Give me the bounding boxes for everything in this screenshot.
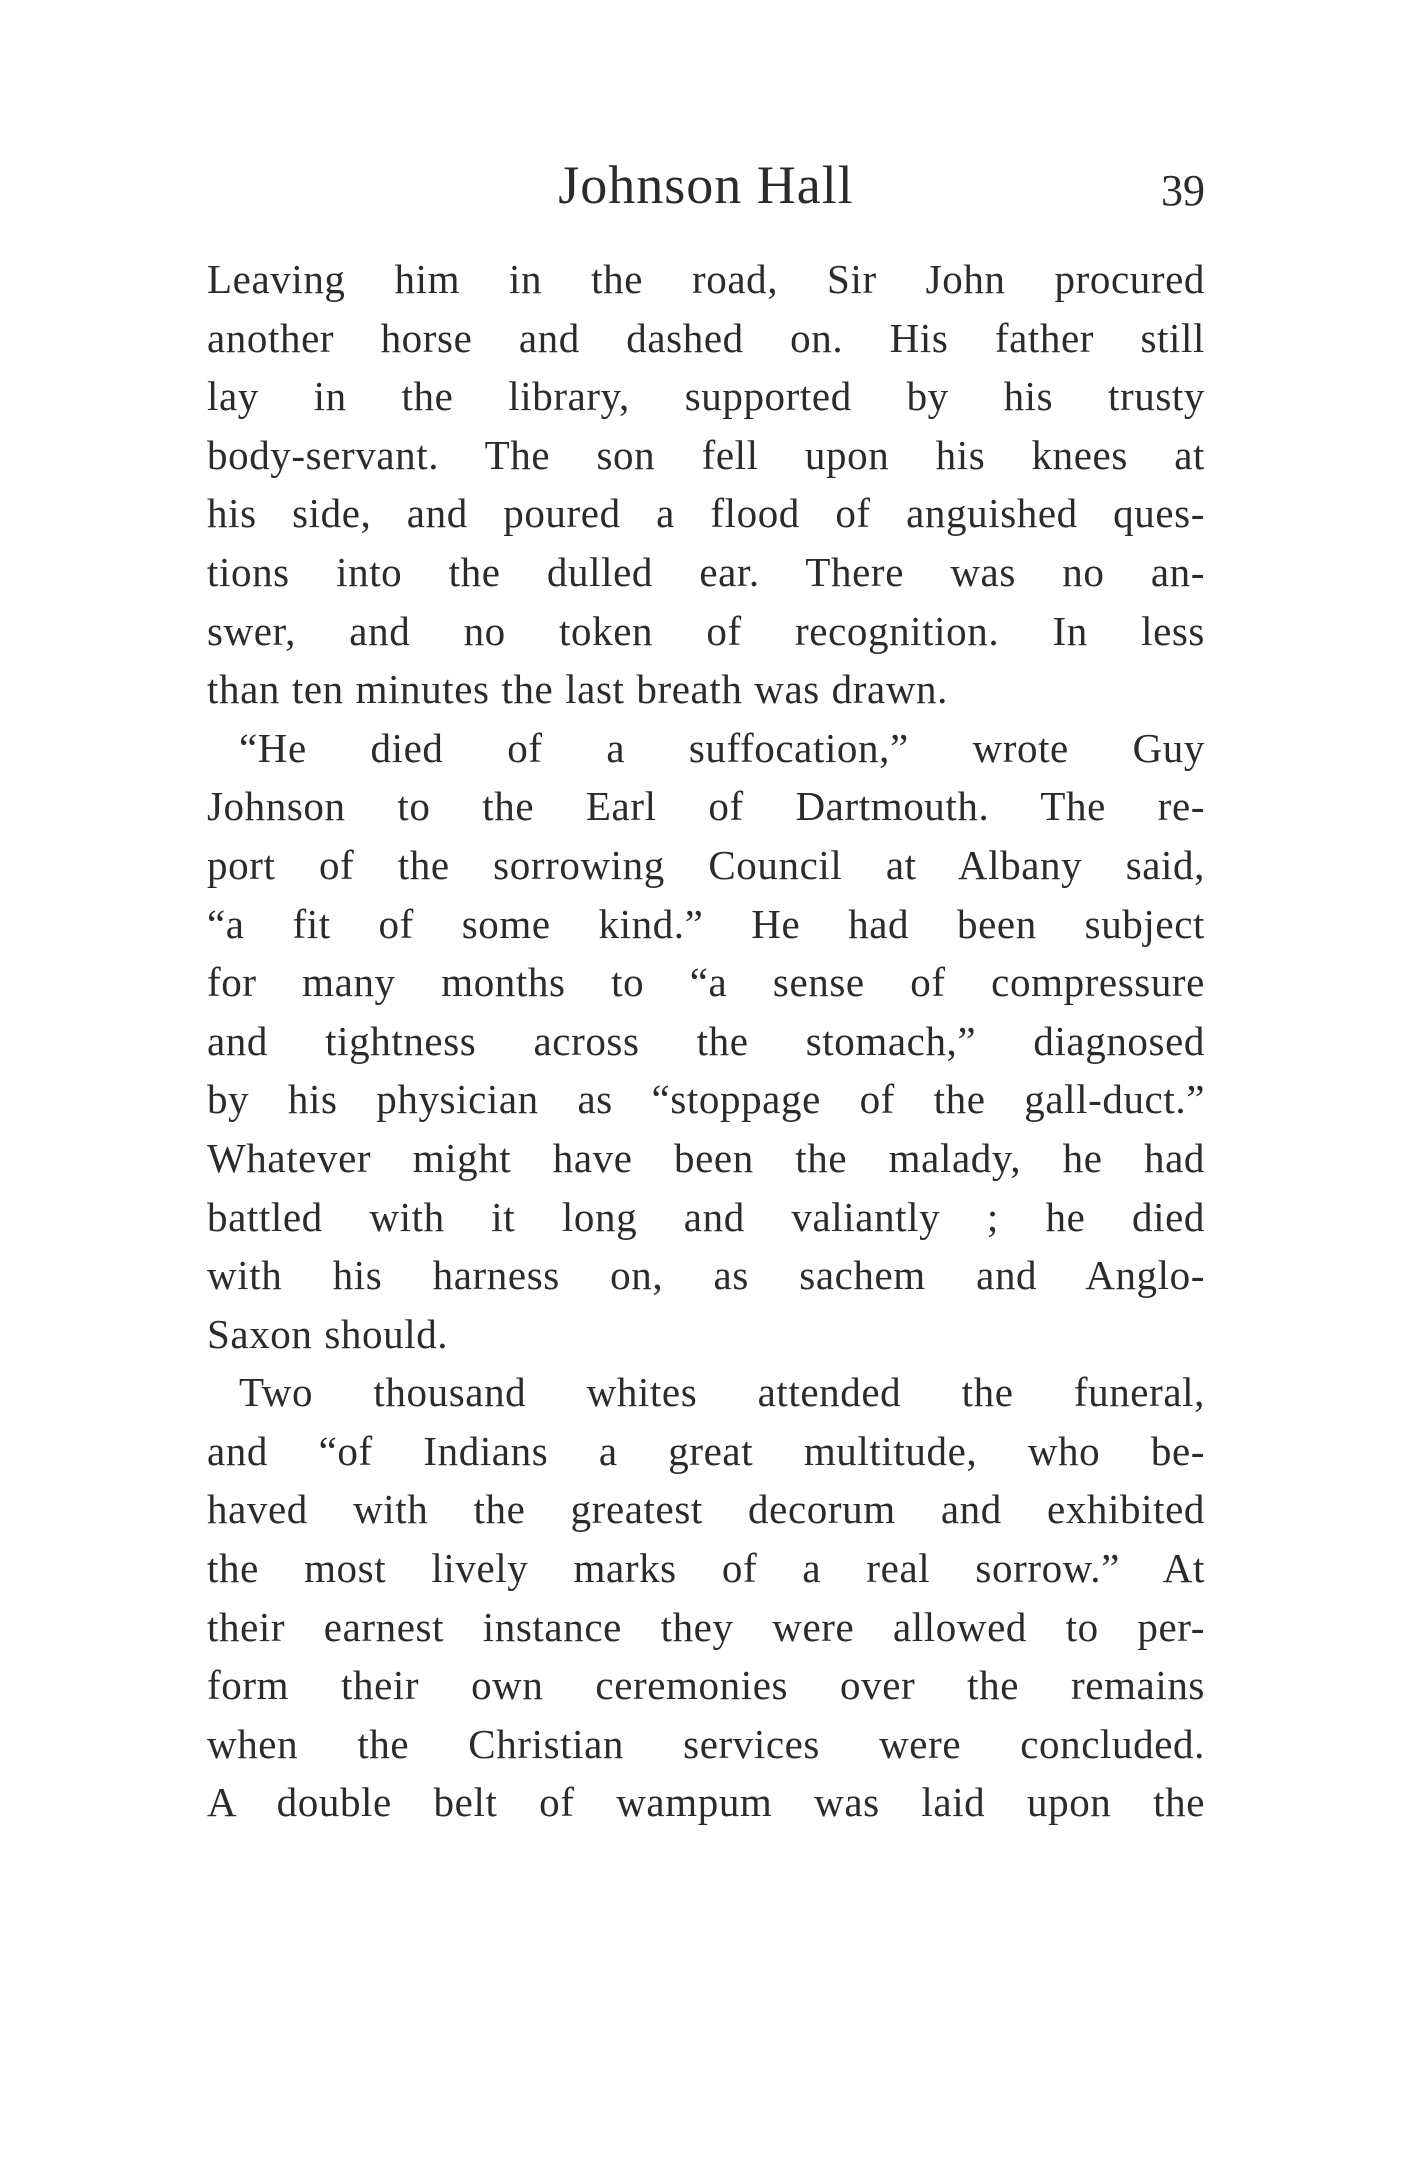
text-line: battled with it long and valiantly ; he died (207, 1193, 1205, 1240)
text-line: Leaving him in the road, Sir John procured (207, 256, 1205, 302)
text-line: by his physician as “stoppage of the gall-duct.” (207, 1076, 1205, 1123)
text-line: swer, and no token of recognition. In less (207, 607, 1205, 654)
body-text (207, 250, 1205, 1832)
text-line: their earnest instance they were allowed to per- (207, 1603, 1205, 1650)
text-line: tions into the dulled ear. There was no an- (207, 548, 1205, 595)
text-line: haved with the greatest decorum and exhibited (207, 1486, 1205, 1533)
text-line: “a fit of some kind.” He had been subject (207, 900, 1205, 947)
text-line: for many months to “a sense of compressure (207, 959, 1205, 1006)
running-head (207, 150, 1205, 220)
text-line: A double belt of wampum was laid upon the (207, 1779, 1205, 1826)
text-line: and “of Indians a great multitude, who be- (207, 1427, 1205, 1474)
text-line: when the Christian services were concluded. (207, 1720, 1205, 1767)
text-line: “He died of a suffocation,” wrote Guy (239, 724, 1205, 771)
text-line: form their own ceremonies over the remains (207, 1662, 1205, 1709)
text-line: Saxon should. (207, 1310, 449, 1357)
text-line: body-servant. The son fell upon his knees at (207, 431, 1205, 478)
text-line: than ten minutes the last breath was drawn. (207, 666, 948, 713)
text-line: Johnson to the Earl of Dartmouth. The re- (207, 783, 1205, 830)
text-line: port of the sorrowing Council at Albany said, (207, 841, 1205, 888)
text-line: lay in the library, supported by his trusty (207, 373, 1205, 420)
text-line: Two thousand whites attended the funeral, (239, 1369, 1205, 1416)
page-number: 39 (1161, 166, 1205, 215)
text-line: the most lively marks of a real sorrow.” At (207, 1545, 1205, 1592)
text-line: with his harness on, as sachem and Anglo- (207, 1252, 1205, 1299)
text-line: Whatever might have been the malady, he had (207, 1134, 1205, 1181)
text-line: and tightness across the stomach,” diagnosed (207, 1017, 1205, 1064)
page-title: Johnson Hall (558, 155, 854, 215)
text-line: his side, and poured a flood of anguished ques- (207, 490, 1205, 537)
text-line: another horse and dashed on. His father still (207, 314, 1205, 361)
